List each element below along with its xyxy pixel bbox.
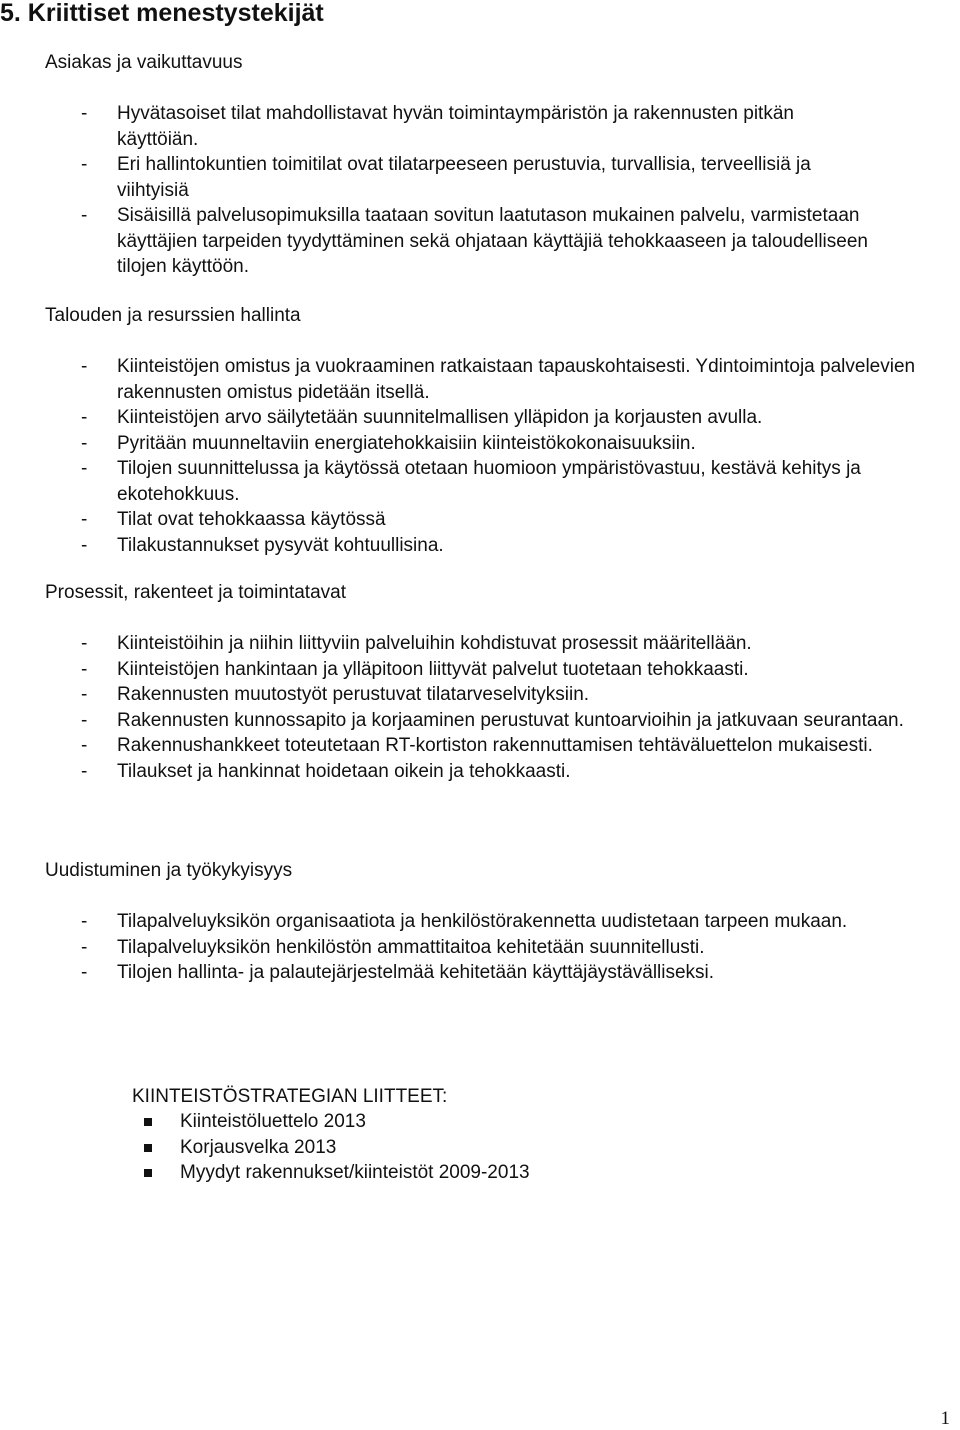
dash-bullet: - <box>81 709 88 731</box>
square-bullet-icon <box>144 1118 152 1126</box>
list-item: - Kiinteistöihin ja niihin liittyviin palveluihin kohdistuvat prosessit määritellään. <box>45 631 905 657</box>
dash-bullet: - <box>81 509 88 530</box>
dash-bullet: - <box>81 458 88 479</box>
dash-bullet: - <box>81 356 88 377</box>
list-item: - Hyvätasoiset tilat mahdollistavat hyvän toimintaympäristön ja rakennusten pitkän käyttöiän. <box>81 103 794 150</box>
dash-bullet: - <box>81 205 88 226</box>
section-prosessit <box>45 580 960 784</box>
attachments-title: KIINTEISTÖSTRATEGIAN LIITTEET: <box>132 1086 448 1107</box>
section-asiakas <box>45 50 960 280</box>
attachments-list <box>132 1109 530 1186</box>
list-item: - Tilojen suunnittelussa ja käytössä otetaan huomioon ympäristövastuu, kestävä kehitys ja ekotehokkuus. <box>81 458 861 505</box>
dash-bullet: - <box>81 735 88 756</box>
section-heading: Uudistuminen ja työkykyisyys <box>45 860 293 881</box>
bullet-list <box>45 101 905 280</box>
bullet-list <box>45 631 905 784</box>
section-talous <box>45 303 960 558</box>
list-item: - Eri hallintokuntien toimitilat ovat tilatarpeeseen perustuvia, turvallisia, terveellisiä ja viihtyisiä <box>81 154 811 201</box>
bullet-list <box>45 909 960 986</box>
list-item: - Rakennushankkeet toteutetaan RT-kortiston rakennuttamisen tehtäväluettelon mukaisesti. <box>45 733 905 759</box>
list-item: - Kiinteistöjen omistus ja vuokraaminen ratkaistaan tapauskohtaisesti. Ydintoimintoja palvelevien rakennusten omistus pidetään itsellä. <box>81 356 916 403</box>
attachment-item: Korjausvelka 2013 <box>132 1135 530 1161</box>
dash-bullet: - <box>81 407 88 428</box>
bullet-list <box>45 354 925 558</box>
list-item: - Tilaukset ja hankinnat hoidetaan oikein ja tehokkaasti. <box>45 759 905 785</box>
list-item: - Tilojen hallinta- ja palautejärjestelmää kehitetään käyttäjäystävälliseksi. <box>45 960 960 986</box>
page-title: 5. Kriittiset menestystekijät <box>0 0 324 27</box>
dash-bullet: - <box>81 103 88 124</box>
list-item: - Tilapalveluyksikön organisaatiota ja henkilöstörakennetta uudistetaan tarpeen mukaan. <box>45 909 960 935</box>
section-heading: Asiakas ja vaikuttavuus <box>45 52 243 73</box>
list-item: - Pyritään muunneltaviin energiatehokkaisiin kiinteistökokonaisuuksiin. <box>45 431 925 457</box>
dash-bullet: - <box>81 658 88 680</box>
page-number: 1 <box>940 1408 950 1429</box>
dash-bullet: - <box>81 911 88 932</box>
dash-bullet: - <box>81 684 88 705</box>
list-item: - Tilapalveluyksikön henkilöstön ammattitaitoa kehitetään suunnitellusti. <box>45 935 960 961</box>
dash-bullet: - <box>81 534 88 556</box>
attachments-block <box>132 1084 530 1186</box>
list-item: - Kiinteistöjen arvo säilytetään suunnitelmallisen ylläpidon ja korjausten avulla. <box>45 405 925 431</box>
list-item: - Tilat ovat tehokkaassa käytössä <box>45 507 925 533</box>
attachment-item: Myydyt rakennukset/kiinteistöt 2009-2013 <box>132 1160 530 1186</box>
list-item: - Kiinteistöjen hankintaan ja ylläpitoon liittyvät palvelut tuotetaan tehokkaasti. <box>45 657 905 683</box>
section-uudistuminen <box>45 858 960 986</box>
list-item: - Sisäisillä palvelusopimuksilla taataan sovitun laatutason mukainen palvelu, varmistetaan käyttäjien tarpeiden tyydyttäminen sekä ohjataan käyttäjiä tehokkaaseen ja taloudelliseen tilojen käyttöön. <box>81 205 868 277</box>
square-bullet-icon <box>144 1169 152 1177</box>
section-heading: Talouden ja resurssien hallinta <box>45 305 301 326</box>
list-item: - Rakennusten muutostyöt perustuvat tilatarveselvityksiin. <box>45 682 905 708</box>
list-item: - Tilakustannukset pysyvät kohtuullisina. <box>45 533 925 559</box>
attachment-item: Kiinteistöluettelo 2013 <box>132 1109 530 1135</box>
square-bullet-icon <box>144 1144 152 1152</box>
dash-bullet: - <box>81 154 88 175</box>
list-item: - Rakennusten kunnossapito ja korjaaminen perustuvat kuntoarvioihin ja jatkuvaan seurantaan. <box>45 708 905 734</box>
dash-bullet: - <box>81 962 88 983</box>
dash-bullet: - <box>81 633 88 654</box>
dash-bullet: - <box>81 936 88 958</box>
dash-bullet: - <box>81 432 88 454</box>
section-heading: Prosessit, rakenteet ja toimintatavat <box>45 582 346 603</box>
dash-bullet: - <box>81 760 88 782</box>
